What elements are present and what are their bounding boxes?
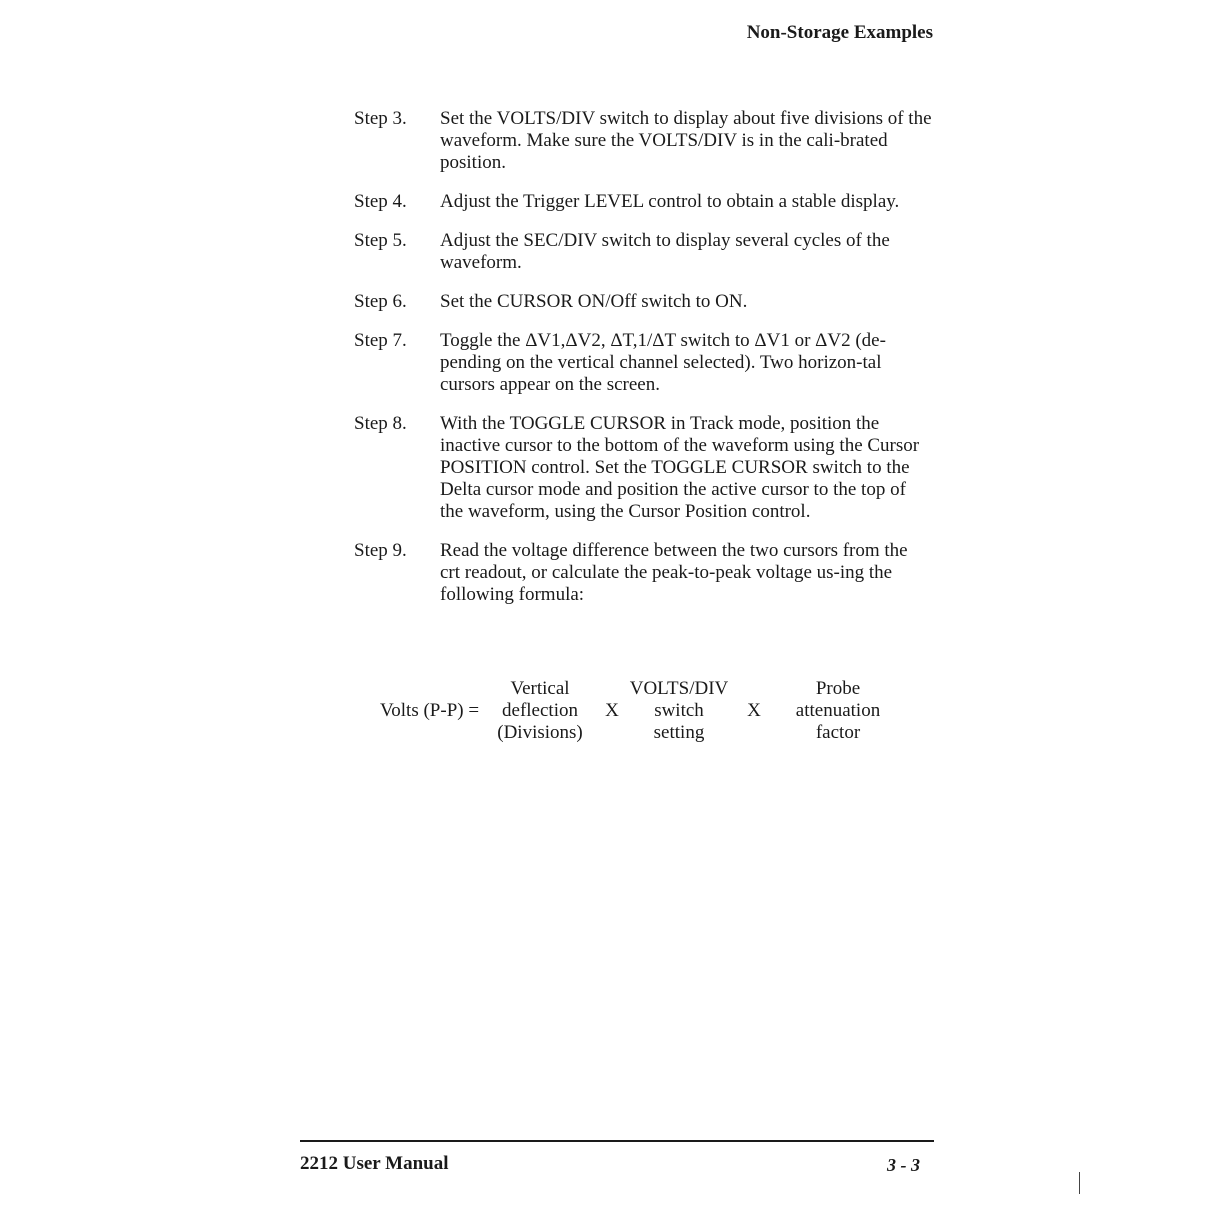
step-text: Set the CURSOR ON/Off switch to ON.: [440, 291, 748, 312]
step-label: Step 8.: [354, 413, 407, 434]
step-4: [354, 191, 944, 213]
step-text: Set the VOLTS/DIV switch to display about five divisions of the waveform. Make sure the VOLTS/DIV is in the cali-brated position.: [440, 108, 932, 173]
formula-term-volts-div: VOLTS/DIV: [629, 678, 729, 699]
step-label: Step 9.: [354, 540, 407, 561]
step-label: Step 7.: [354, 330, 407, 351]
step-label: Step 4.: [354, 191, 407, 212]
formula-row-2: [380, 700, 900, 722]
step-text: Adjust the SEC/DIV switch to display several cycles of the waveform.: [440, 230, 890, 273]
formula-term-probe: Probe: [815, 678, 861, 699]
formula-term-setting: setting: [653, 722, 705, 743]
step-label: Step 3.: [354, 108, 407, 129]
step-6: [354, 291, 944, 313]
scan-artifact-mark: [1079, 1172, 1080, 1194]
step-text: Adjust the Trigger LEVEL control to obtain a stable display.: [440, 191, 900, 212]
formula-term-switch: switch: [654, 700, 704, 721]
footer-manual-title: 2212 User Manual: [300, 1153, 449, 1174]
step-text: Toggle the ΔV1,ΔV2, ΔT,1/ΔT switch to ΔV1 or ΔV2 (de-pending on the vertical channel selected). Two horizon-tal cursors appear on the screen.: [440, 330, 886, 395]
formula-multiply-2: X: [747, 700, 761, 721]
formula-row-1: [380, 678, 900, 700]
formula-term-factor: factor: [815, 722, 861, 743]
formula-term-deflection: deflection: [502, 700, 578, 721]
step-5: [354, 230, 944, 274]
step-label: Step 6.: [354, 291, 407, 312]
step-3: [354, 108, 944, 174]
step-7: [354, 330, 944, 396]
footer-rule: [300, 1140, 934, 1142]
running-header: Non-Storage Examples: [746, 22, 933, 43]
voltage-formula: [380, 678, 900, 744]
step-text: With the TOGGLE CURSOR in Track mode, position the inactive cursor to the bottom of the waveform using the Cursor POSITION control. Set the TOGGLE CURSOR switch to the Delta cursor mode and position the active cursor to the top of the waveform, using the Cursor Position control.: [440, 413, 920, 522]
formula-lhs: Volts (P-P) =: [380, 700, 480, 721]
step-text: Read the voltage difference between the two cursors from the crt readout, or calculate the peak-to-peak voltage us-ing the following formula:: [440, 540, 908, 605]
step-label: Step 5.: [354, 230, 407, 251]
procedure-steps: [354, 108, 944, 623]
formula-multiply-1: X: [605, 700, 619, 721]
formula-term-attenuation: attenuation: [795, 700, 881, 721]
footer-page-number: 3 - 3: [887, 1155, 920, 1175]
formula-row-3: [380, 722, 900, 744]
formula-term-divisions: (Divisions): [497, 722, 583, 743]
step-8: [354, 413, 944, 523]
step-9: [354, 540, 944, 606]
formula-term-vertical: Vertical: [510, 678, 570, 699]
